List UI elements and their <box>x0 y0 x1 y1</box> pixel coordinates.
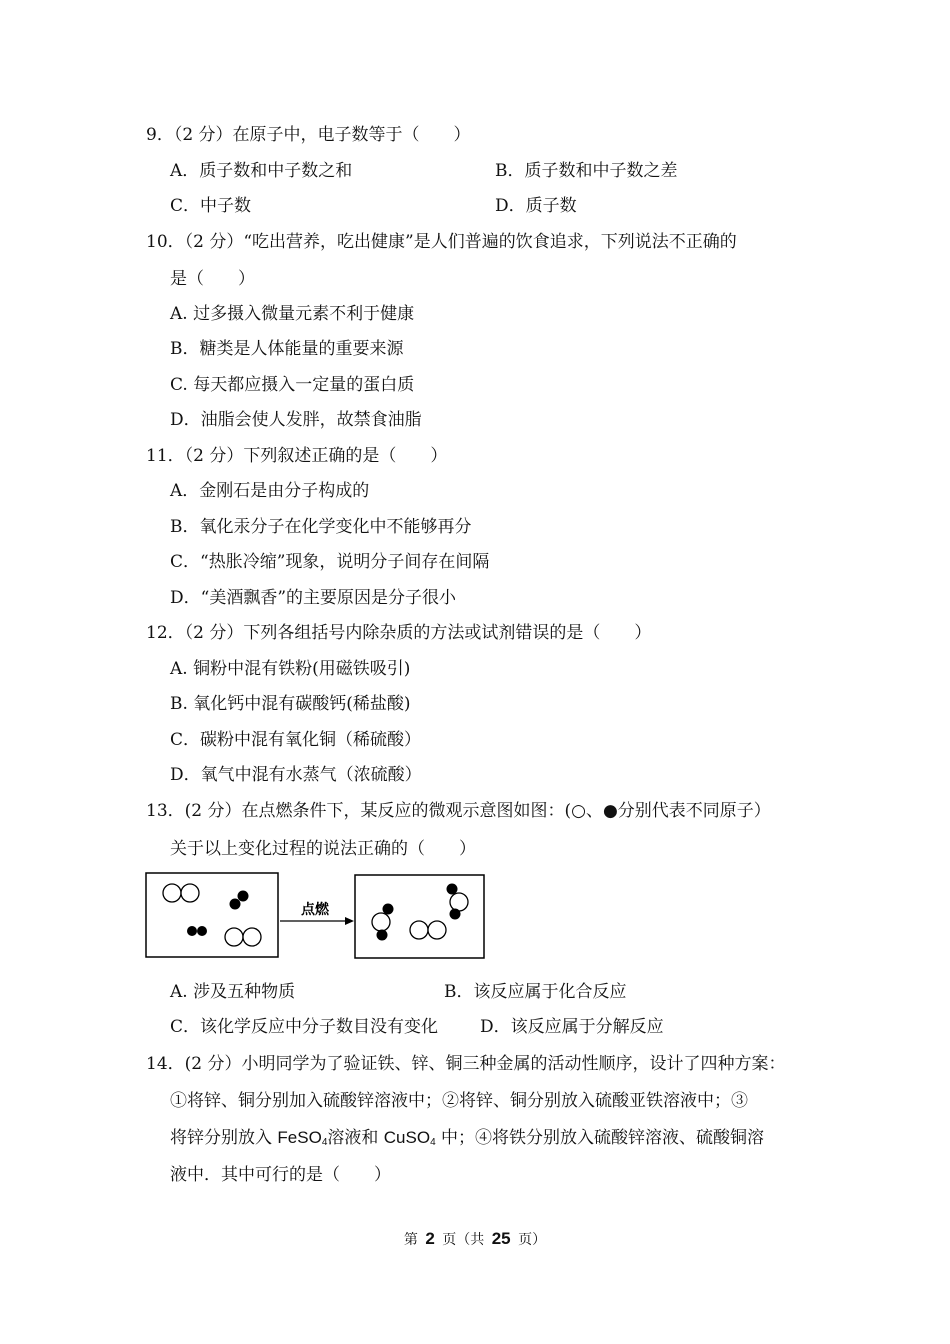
reaction-diagram <box>145 872 490 960</box>
q10-option-a: A. 过多摄入微量元素不利于健康 <box>170 304 415 324</box>
q12-option-c: C．碳粉中混有氧化铜（稀硫酸） <box>170 730 422 750</box>
q10-stem: 10．（2 分）“吃出营养，吃出健康”是人们普遍的饮食追求，下列说法不正确的 <box>146 232 737 252</box>
q14-line3-mid: 溶液和 <box>327 1128 384 1148</box>
q10-option-d: D．油脂会使人发胖，故禁食油脂 <box>170 410 422 430</box>
q10-stem-cont: 是（ ） <box>170 269 255 289</box>
q11-option-d: D．“美酒飘香”的主要原因是分子很小 <box>170 588 457 608</box>
q13-stem-cont: 关于以上变化过程的说法正确的（ ） <box>170 839 476 859</box>
q11-option-c: C．“热胀冷缩”现象，说明分子间存在间隔 <box>170 552 490 572</box>
q11-option-a: A．金刚石是由分子构成的 <box>170 481 370 501</box>
q14-line2: ①将锌、铜分别加入硫酸锌溶液中；②将锌、铜分别放入硫酸亚铁溶液中；③ <box>170 1091 748 1111</box>
q13-option-a: A. 涉及五种物质 <box>170 982 296 1002</box>
q14-line3-post: 中；④将铁分别放入硫酸锌溶液、硫酸铜溶 <box>435 1128 765 1148</box>
q9-option-c: C．中子数 <box>170 196 252 216</box>
q11-stem: 11．（2 分）下列叙述正确的是（ ） <box>146 446 448 466</box>
feso4-formula: FeSO$_4$ <box>277 1128 328 1148</box>
q10-option-c: C. 每天都应摄入一定量的蛋白质 <box>170 375 415 395</box>
q10-option-b: B．糖类是人体能量的重要来源 <box>170 339 404 359</box>
q12-stem: 12．（2 分）下列各组括号内除杂质的方法或试剂错误的是（ ） <box>146 623 652 643</box>
footer-suffix: 页） <box>518 1232 547 1248</box>
q9-option-d: D．质子数 <box>495 196 577 216</box>
arrow-head <box>345 917 354 925</box>
current-page-number: 2 <box>425 1229 435 1248</box>
q9-option-a: A．质子数和中子数之和 <box>170 161 353 181</box>
reactant-box <box>146 873 278 957</box>
page-footer <box>0 1229 950 1249</box>
q9-option-b: B．质子数和中子数之差 <box>495 161 678 181</box>
q13-stem: 13．(2 分）在点燃条件下，某反应的微观示意图如图：(○、●分别代表不同原子） <box>146 801 771 821</box>
q13-option-b: B．该反应属于化合反应 <box>444 982 627 1002</box>
arrow-label: 点燃 <box>301 902 329 918</box>
footer-prefix: 第 <box>403 1232 418 1248</box>
q12-option-a: A. 铜粉中混有铁粉(用磁铁吸引) <box>170 659 411 679</box>
reactant-molecules <box>163 884 261 946</box>
q13-option-c: C．该化学反应中分子数目没有变化 <box>170 1017 439 1037</box>
q11-option-b: B．氧化汞分子在化学变化中不能够再分 <box>170 517 472 537</box>
q12-option-d: D．氧气中混有水蒸气（浓硫酸） <box>170 765 422 785</box>
q14-stem: 14．(2 分）小明同学为了验证铁、锌、铜三种金属的活动性顺序，设计了四种方案： <box>146 1054 786 1074</box>
q14-line3-pre: 将锌分别放入 <box>170 1128 278 1148</box>
total-pages: 25 <box>491 1229 511 1248</box>
q9-stem: 9．（2 分）在原子中，电子数等于（ ） <box>146 125 471 145</box>
footer-middle: 页（共 <box>442 1232 485 1248</box>
q14-line3 <box>170 1127 764 1154</box>
product-molecules <box>372 884 468 941</box>
q12-option-b: B. 氧化钙中混有碳酸钙(稀盐酸) <box>170 694 411 714</box>
cuso4-formula: CuSO$_4$ <box>383 1128 436 1148</box>
q14-line4: 液中．其中可行的是（ ） <box>170 1165 391 1185</box>
q13-option-d: D．该反应属于分解反应 <box>480 1017 664 1037</box>
